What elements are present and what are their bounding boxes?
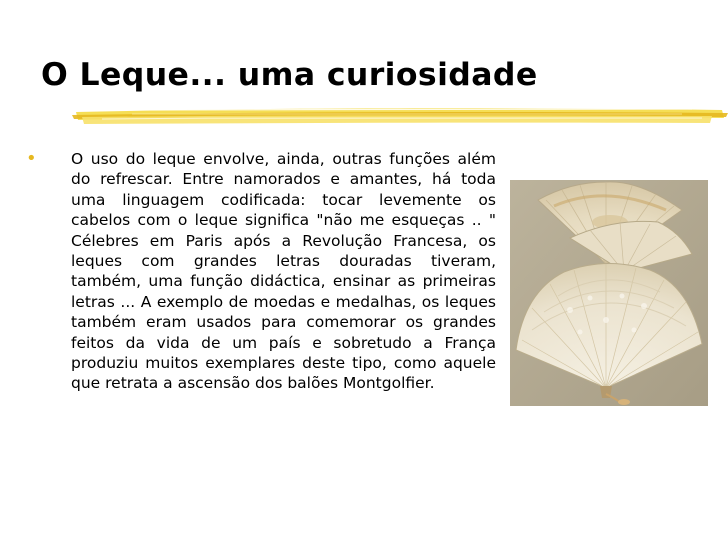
bullet-text: O uso do leque envolve, ainda, outras funções além do refrescar. Entre namorados e amantes, há toda uma linguagem codificada: tocar levemente os cabelos com o leque significa "não me esqueças .. " Célebres em Paris após a Revolução Francesa, os leques com grandes letras douradas tiveram, também, uma função didáctica, ensinar as primeiras letras ... A exemplo de moedas e medalhas, os leques também eram usados para comemorar os grandes feitos da vida de um país e sobretudo a França produziu muitos exemplares deste tipo, como aquele que retrata a ascensão dos balões Montgolfier. — [71, 150, 496, 393]
fan-photo-icon — [510, 180, 708, 406]
bullet-marker: • — [26, 148, 37, 169]
title-underline — [72, 102, 728, 132]
bullet-list — [26, 149, 496, 394]
slide-title: O Leque... uma curiosidade — [41, 57, 538, 93]
list-item — [26, 149, 496, 394]
